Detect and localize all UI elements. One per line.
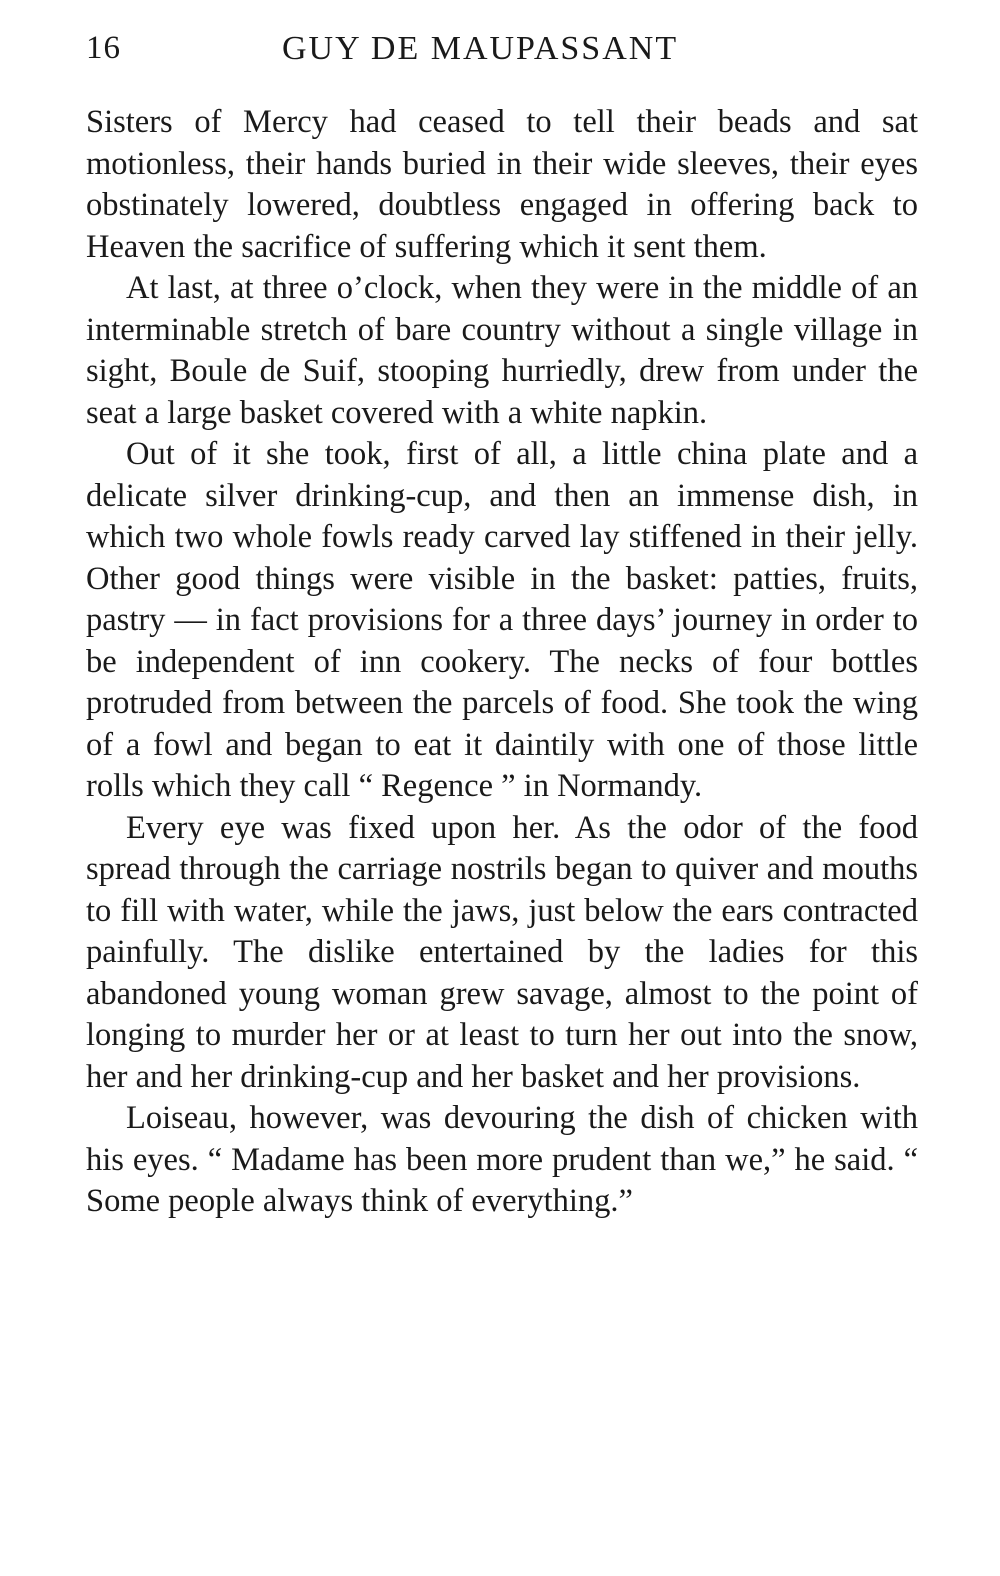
- paragraph: Loiseau, however, was devouring the dish of chicken with his eyes. “ Madame has been more prudent than we,” he said. “ Some people always think of everything.”: [86, 1100, 918, 1219]
- page-header: [86, 30, 916, 78]
- running-head: GUY DE MAUPASSANT: [282, 30, 679, 67]
- paragraph: Sisters of Mercy had ceased to tell their beads and sat motionless, their hands buried in their wide sleeves, their eyes obstinately lowered, doubtless engaged in offering back to Heaven the sacrifice of suffering which it sent them.: [86, 104, 918, 265]
- body-text: [86, 102, 918, 1223]
- paragraph: Every eye was fixed upon her. As the odor of the food spread through the carriage nostrils began to quiver and mouths to fill with water, while the jaws, just below the ears contracted painfully. The dislike entertained by the ladies for this abandoned young woman grew savage, almost to the point of longing to murder her or at least to turn her out into the snow, her and her drinking-cup and her basket and her provisions.: [86, 809, 918, 1095]
- paragraph: At last, at three o’clock, when they were in the middle of an interminable stretch of bare country without a single village in sight, Boule de Suif, stooping hurriedly, drew from under the seat a large basket covered with a white napkin.: [86, 270, 918, 431]
- page-number: 16: [86, 30, 121, 66]
- paragraph: Out of it she took, first of all, a little china plate and a delicate silver drinking-cup, and then an immense dish, in which two whole fowls ready carved lay stiffened in their jelly. Other good things were visible in the basket: patties, fruits, pastry — in fact provisions for a three days’ journey in order to be independent of inn cookery. The necks of four bottles protruded from between the parcels of food. She took the wing of a fowl and began to eat it daintily with one of those little rolls which they call “ Regence ” in Normandy.: [86, 436, 918, 804]
